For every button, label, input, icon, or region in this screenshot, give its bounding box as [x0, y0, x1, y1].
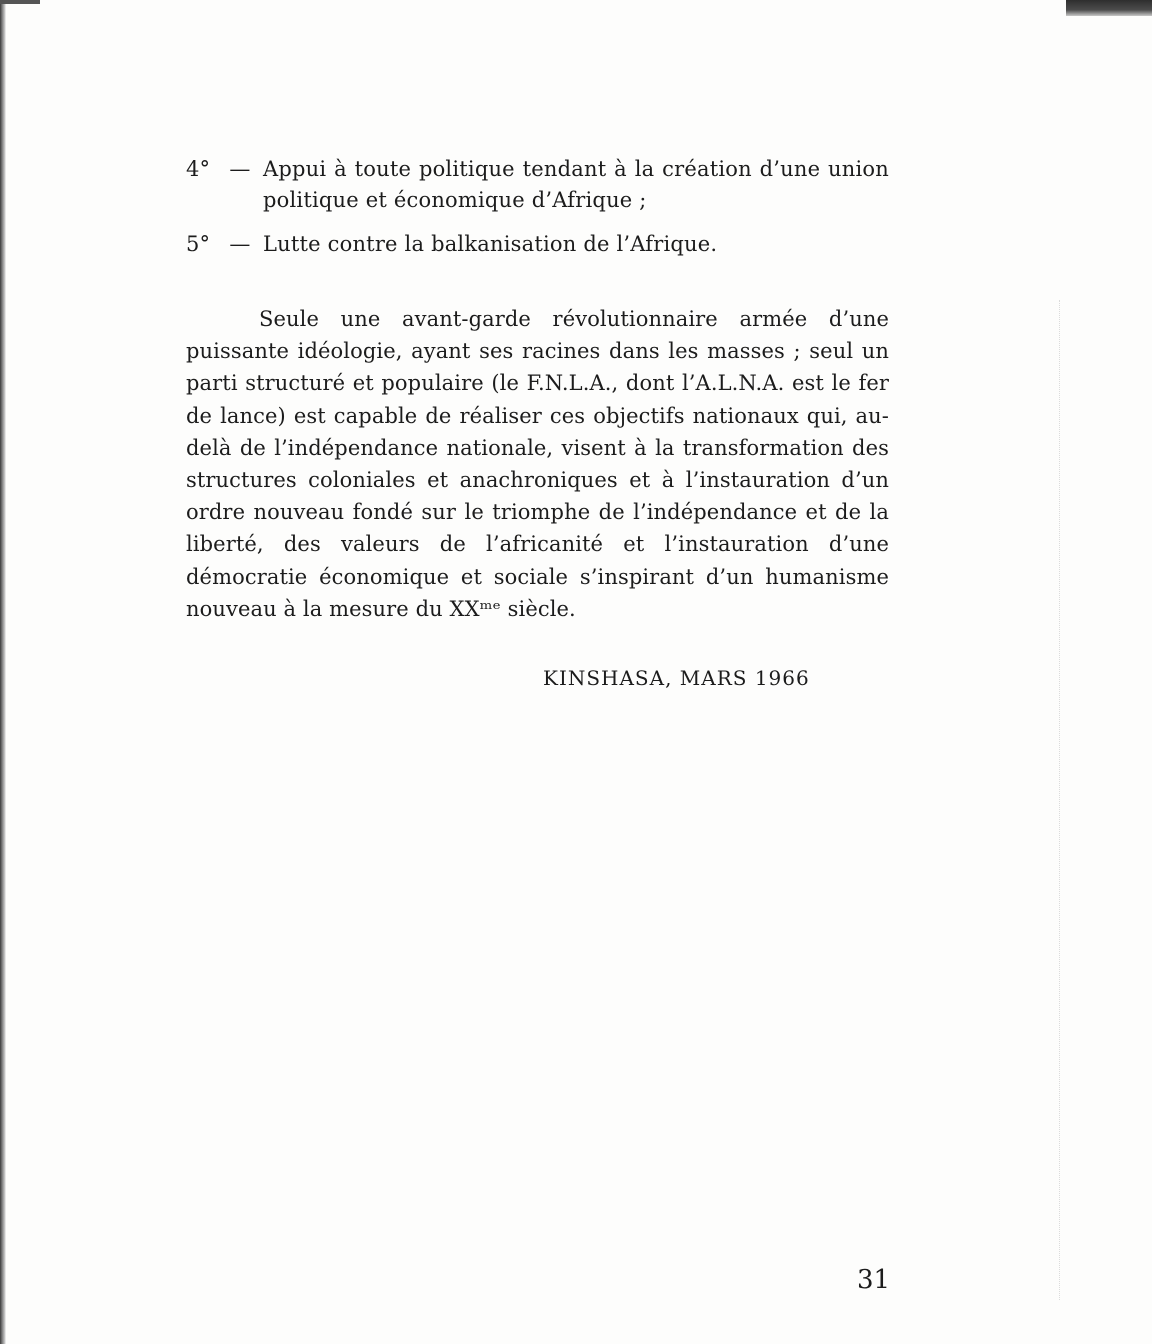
list-item-4	[186, 154, 889, 216]
scan-edge-left	[0, 0, 6, 1344]
list-item-4-dash: —	[229, 157, 251, 181]
scan-corner-top-right	[1066, 0, 1152, 16]
list-item-4-number: 4°	[186, 157, 211, 181]
scan-edge-top	[0, 0, 40, 4]
list-item-5-text: Lutte contre la balkanisation de l’Afrique.	[263, 232, 718, 256]
list-item-5	[186, 229, 889, 260]
page-number: 31	[857, 1265, 891, 1295]
list-item-5-dash: —	[229, 232, 251, 256]
scan-edge-right	[1058, 300, 1060, 1300]
place-date: KINSHASA, MARS 1966	[543, 666, 810, 690]
list-item-4-text: Appui à toute politique tendant à la création d’une union politique et économique d’Afrique ;	[263, 157, 889, 212]
list-item-5-number: 5°	[186, 232, 211, 256]
body-paragraph: Seule une avant-garde révolutionnaire armée d’une puissante idéologie, ayant ses racines dans les masses ; seul un parti structuré et populaire (le F.N.L.A., dont l’A.L.N.A. est le fer de lance) est capable de réaliser ces objectifs nationaux qui, au-delà de l’indépendance nationale, visent à la transformation des structures coloniales et anachroniques et à l’instauration d’un ordre nouveau fondé sur le triomphe de l’indépendance et de la liberté, des valeurs de l’africanité et l’instauration d’une démocratie économique et sociale s’inspirant d’un humanisme nouveau à la mesure du XXᵐᵉ siècle.	[186, 307, 889, 621]
